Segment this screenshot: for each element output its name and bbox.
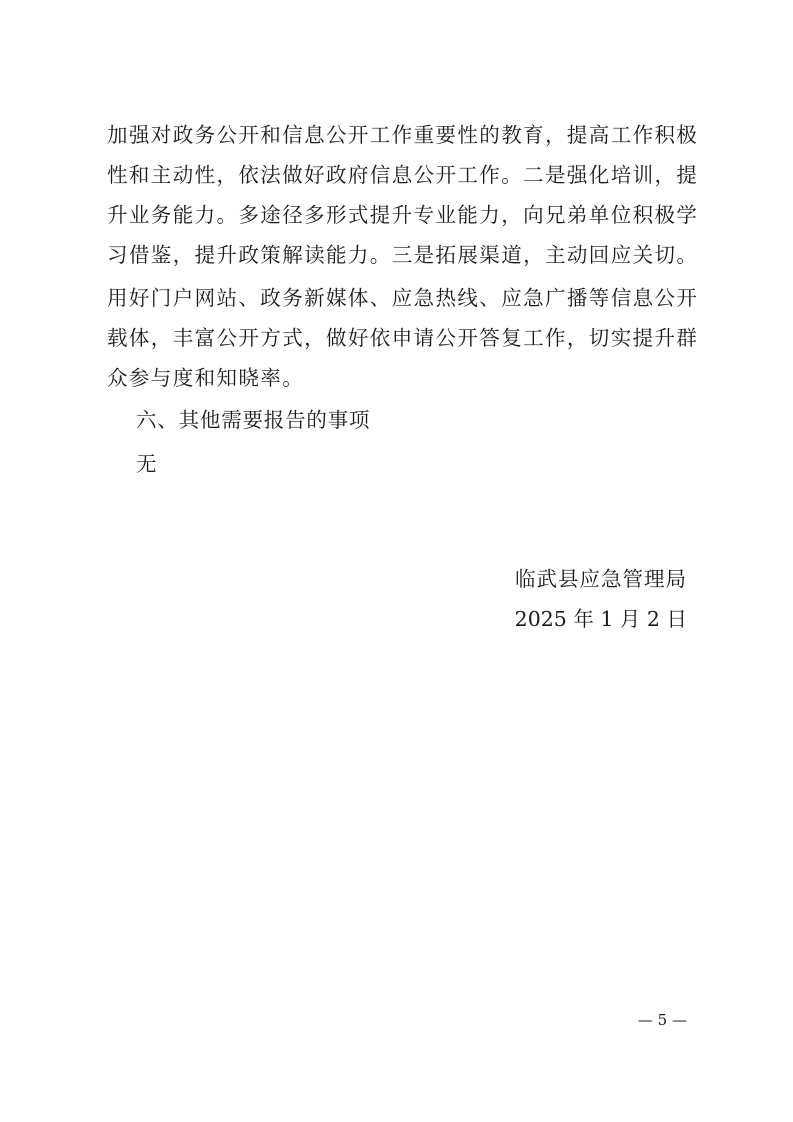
signature-organization: 临武县应急管理局: [515, 567, 687, 591]
body-line-1: 加强对政务公开和信息公开工作重要性的教育，提高工作积极: [107, 123, 699, 147]
body-line-2: 性和主动性，依法做好政府信息公开工作。二是强化培训，提: [107, 163, 699, 187]
body-line-5: 用好门户网站、政务新媒体、应急热线、应急广播等信息公开: [107, 286, 699, 310]
section-content: 无: [136, 452, 157, 476]
body-line-6: 载体，丰富公开方式，做好依申请公开答复工作，切实提升群: [107, 326, 699, 350]
body-line-3: 升业务能力。多途径多形式提升专业能力，向兄弟单位积极学: [107, 203, 699, 227]
section-heading: 六、其他需要报告的事项: [136, 408, 371, 432]
body-line-4: 习借鉴，提升政策解读能力。三是拓展渠道，主动回应关切。: [107, 243, 699, 267]
signature-date: 2025 年 1 月 2 日: [514, 607, 687, 631]
body-line-7: 众参与度和知晓率。: [107, 366, 305, 390]
page-number: — 5 —: [637, 1011, 687, 1029]
